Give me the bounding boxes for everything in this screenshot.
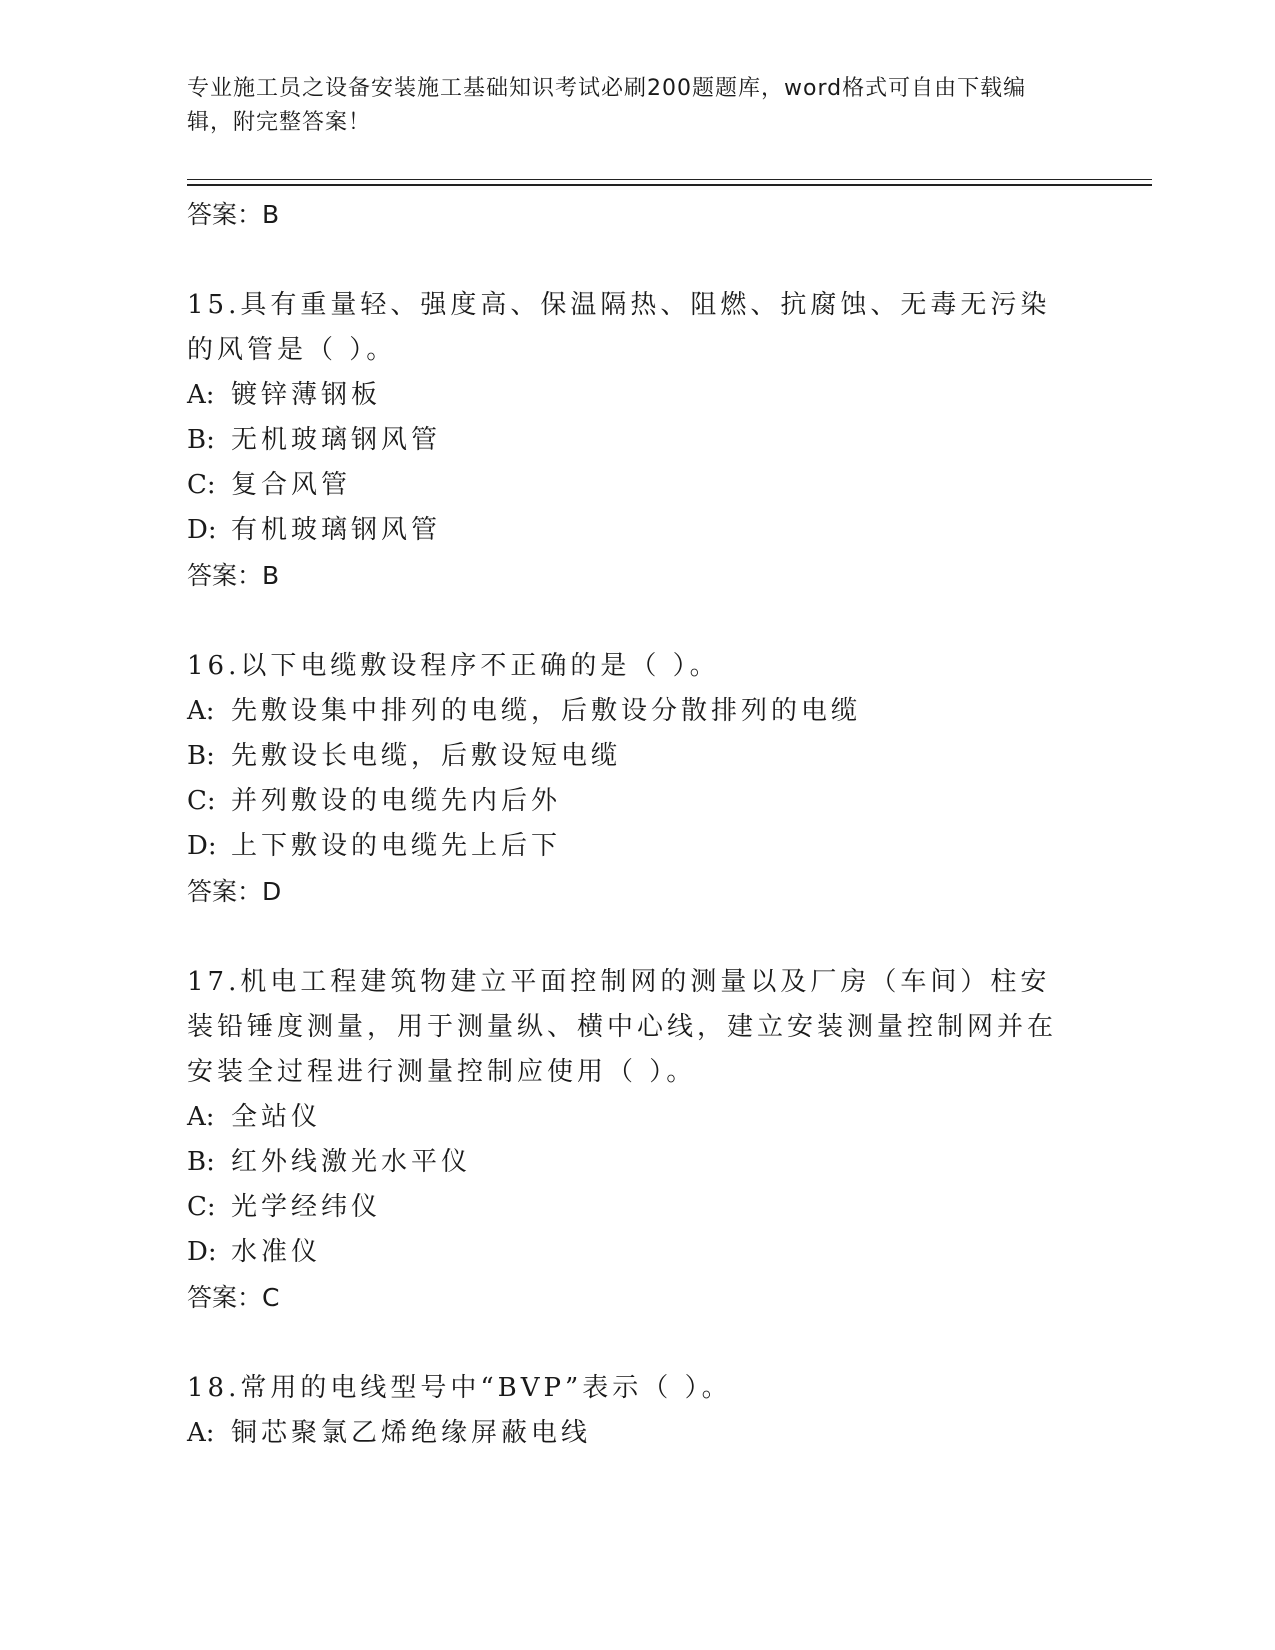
option-key: B: xyxy=(187,425,215,455)
header-rule-thick xyxy=(187,184,1152,186)
option-key: A: xyxy=(187,696,215,726)
option-c xyxy=(187,1185,1087,1230)
option-key: D: xyxy=(187,1237,217,1267)
question-block xyxy=(187,644,1087,914)
option-c xyxy=(187,463,1087,508)
answer-line: 答案：B xyxy=(187,561,280,590)
option-key: C: xyxy=(187,1192,216,1222)
option-d xyxy=(187,508,1087,553)
option-key: A: xyxy=(187,1102,215,1132)
option-key: C: xyxy=(187,470,216,500)
option-a xyxy=(187,1095,1087,1140)
option-key: C: xyxy=(187,786,216,816)
question-text: 18.常用的电线型号中“BVP”表示（ ）。 xyxy=(187,1373,732,1403)
option-text: 红外线激光水平仪 xyxy=(231,1147,472,1177)
question-text: 16.以下电缆敷设程序不正确的是（ ）。 xyxy=(187,651,720,681)
option-d xyxy=(187,1230,1087,1275)
option-text: 先敷设集中排列的电缆，后敷设分散排列的电缆 xyxy=(231,696,862,726)
option-b xyxy=(187,418,1087,463)
option-text: 水准仪 xyxy=(231,1237,322,1267)
option-c xyxy=(187,779,1087,824)
option-a xyxy=(187,689,1087,734)
answer-line: 答案：D xyxy=(187,877,282,906)
question-text: 17.机电工程建筑物建立平面控制网的测量以及厂房（车间）柱安装铅锤度测量，用于测量纵、横中心线，建立安装测量控制网并在安装全过程进行测量控制应使用（ ）。 xyxy=(187,967,1058,1087)
option-text: 光学经纬仪 xyxy=(231,1192,382,1222)
option-text: 无机玻璃钢风管 xyxy=(231,425,442,455)
option-text: 有机玻璃钢风管 xyxy=(231,515,442,545)
answer-line: 答案：C xyxy=(187,1283,280,1312)
option-a xyxy=(187,1411,1087,1456)
question-block xyxy=(187,960,1087,1320)
option-text: 铜芯聚氯乙烯绝缘屏蔽电线 xyxy=(231,1418,592,1448)
option-text: 镀锌薄钢板 xyxy=(231,380,382,410)
answer-line: 答案：B xyxy=(187,200,280,229)
option-d xyxy=(187,824,1087,869)
header-rule-thin xyxy=(187,179,1152,180)
option-key: A: xyxy=(187,380,215,410)
option-text: 复合风管 xyxy=(231,470,352,500)
option-text: 并列敷设的电缆先内后外 xyxy=(231,786,562,816)
option-b xyxy=(187,1140,1087,1185)
option-key: B: xyxy=(187,741,215,771)
option-text: 上下敷设的电缆先上后下 xyxy=(231,831,562,861)
option-b xyxy=(187,734,1087,779)
option-a xyxy=(187,373,1087,418)
document-header: 专业施工员之设备安装施工基础知识考试必刷200题题库，word格式可自由下载编辑，附完整答案！ xyxy=(187,76,1027,135)
option-key: D: xyxy=(187,831,217,861)
option-key: A: xyxy=(187,1418,215,1448)
option-key: B: xyxy=(187,1147,215,1177)
question-block xyxy=(187,283,1087,598)
option-text: 全站仪 xyxy=(231,1102,322,1132)
question-list xyxy=(187,192,1087,1456)
option-text: 先敷设长电缆，后敷设短电缆 xyxy=(231,741,622,771)
question-text: 15.具有重量轻、强度高、保温隔热、阻燃、抗腐蚀、无毒无污染的风管是（ ）。 xyxy=(187,290,1051,365)
option-key: D: xyxy=(187,515,217,545)
question-block xyxy=(187,1366,1087,1456)
